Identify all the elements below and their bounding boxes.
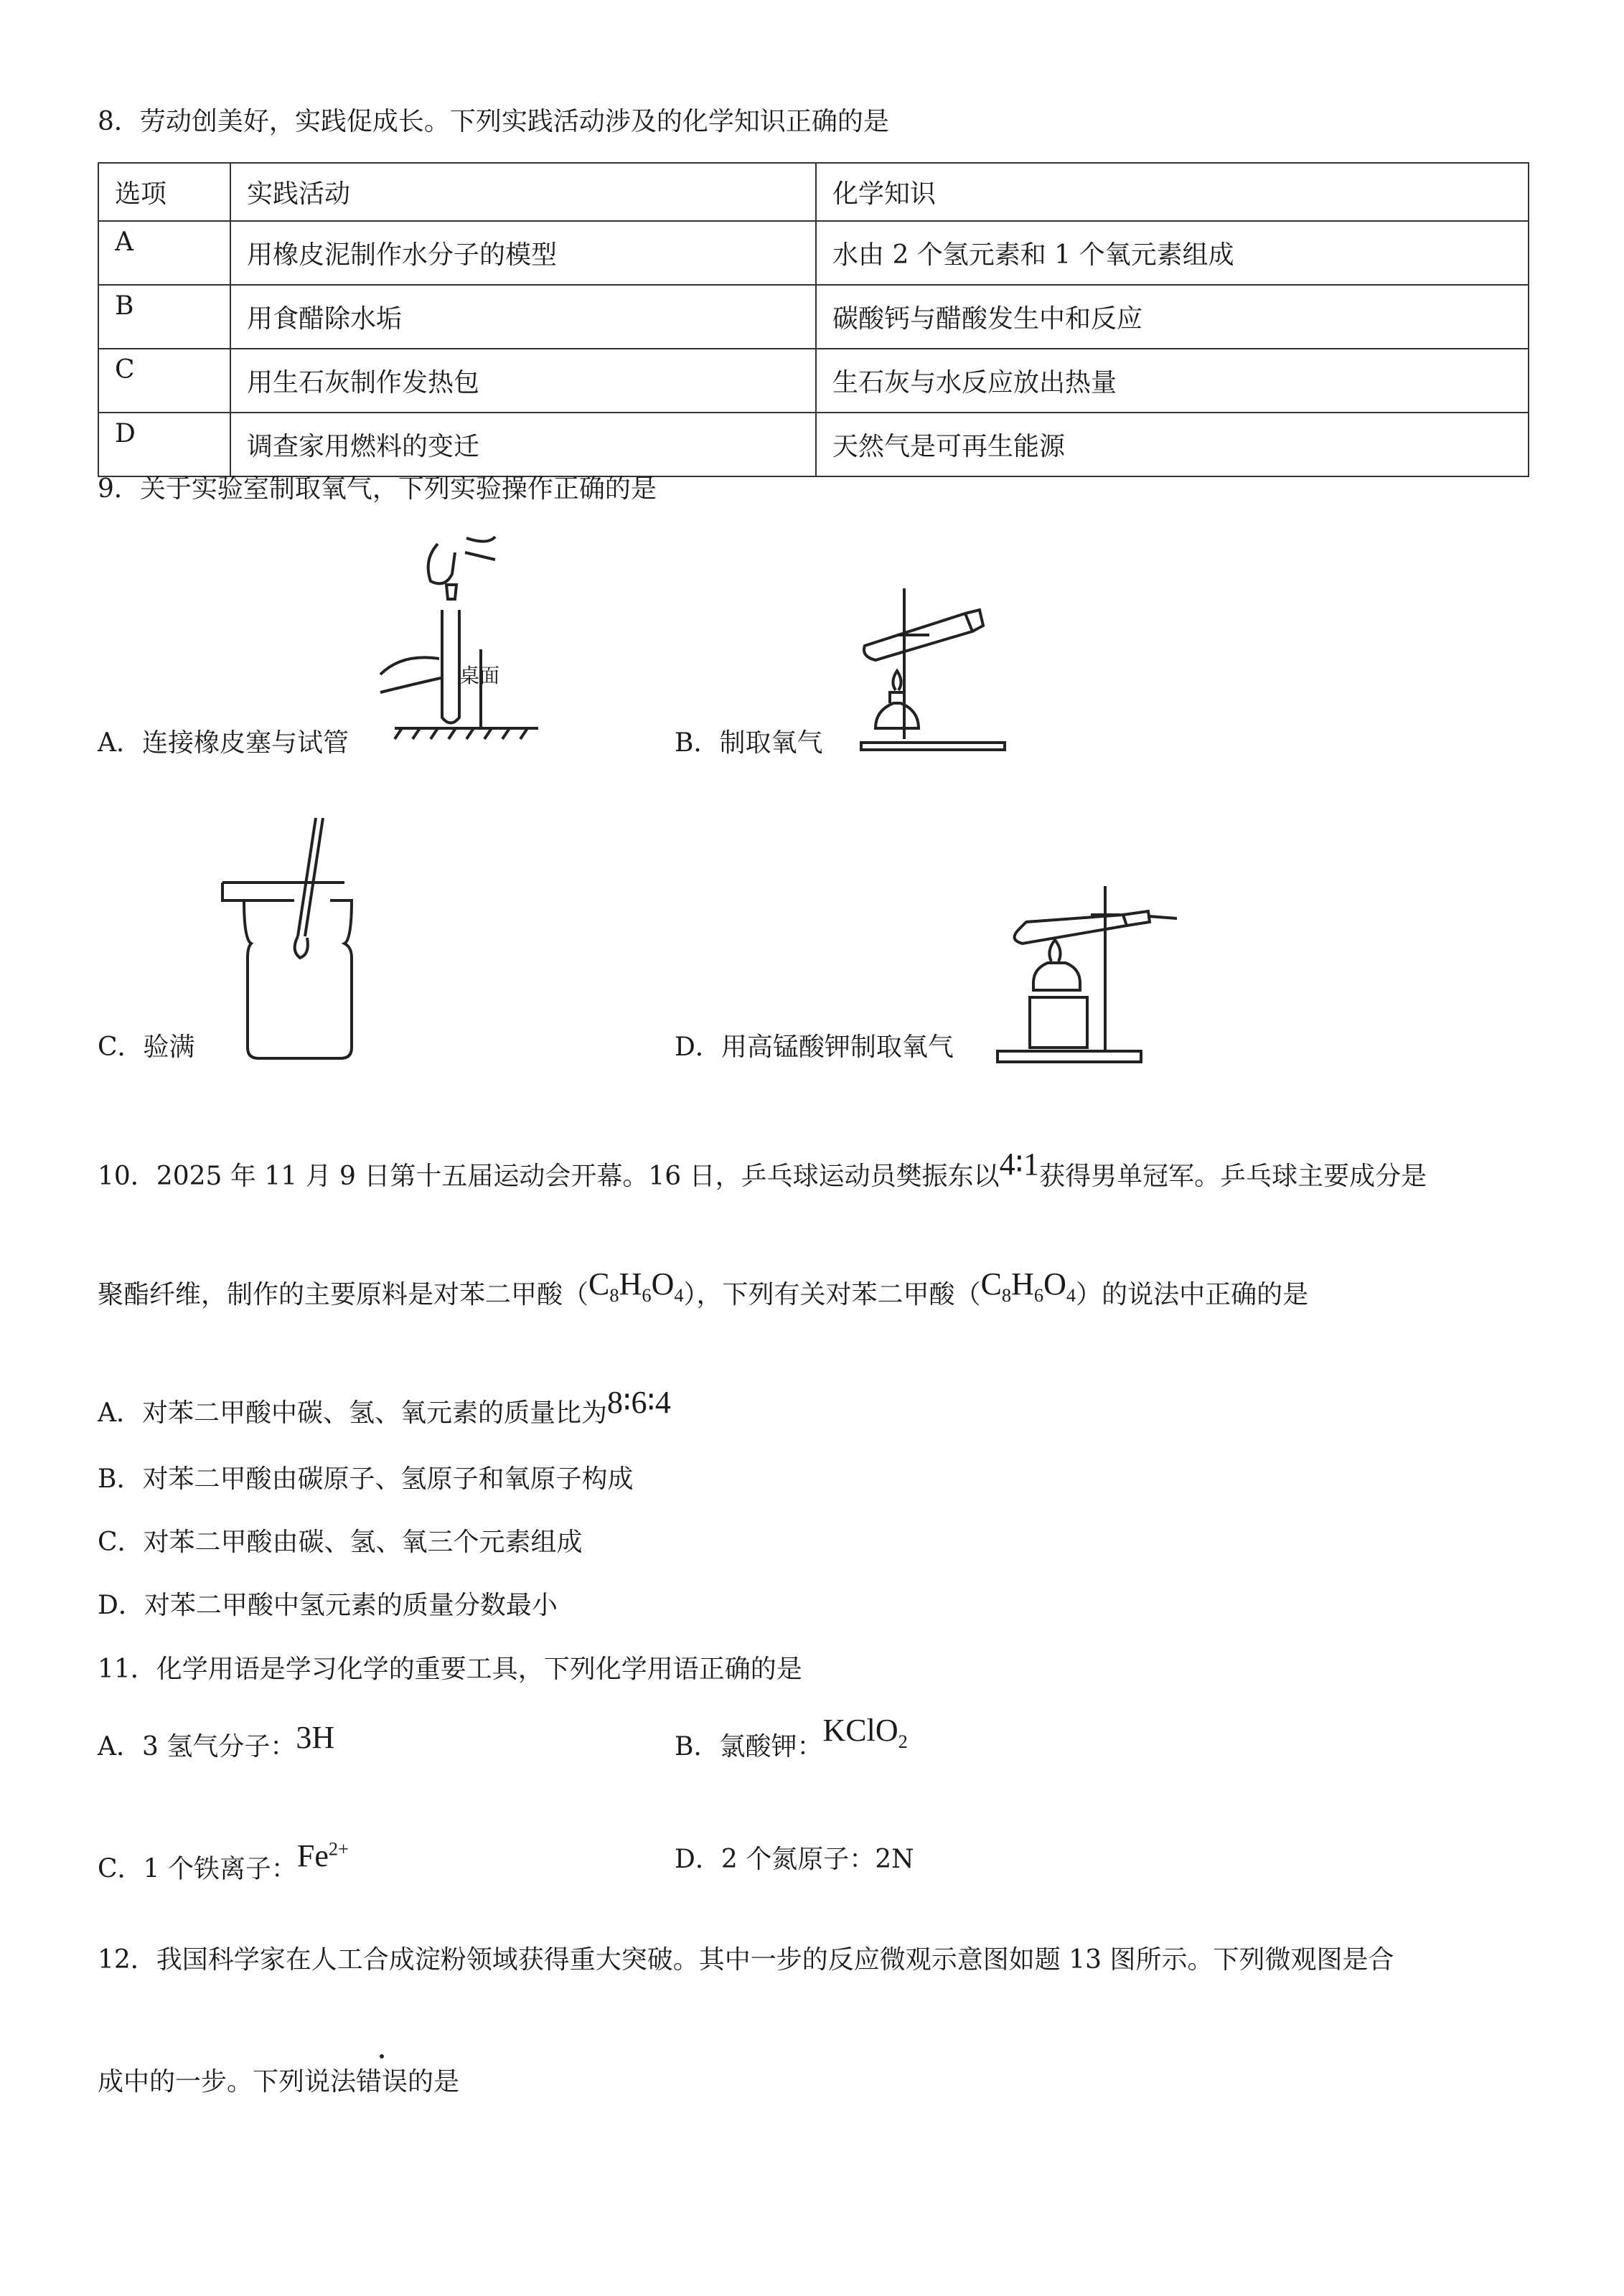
q10-mass-ratio: 8∶6∶4 [607, 1385, 671, 1420]
q11-option-b: B．氯酸钾：KClO$_2$ [675, 1713, 908, 1761]
q10-line2-c: ）的说法中正确的是 [1076, 1280, 1309, 1309]
row-activity: 用橡皮泥制作水分子的模型 [230, 221, 816, 285]
q12-line2: 成中的一步。下列说法错误的是 [98, 2067, 460, 2097]
table-row [98, 413, 1529, 476]
q10-line1-post: 获得男单冠军。乒乓球主要成分是 [1039, 1162, 1427, 1191]
heating-setup-illustration [832, 574, 1019, 753]
q11-option-a: A．3 氢气分子：3H [98, 1720, 335, 1761]
q10-line2-b: ），下列有关对苯二甲酸（ [683, 1280, 981, 1309]
row-knowledge: 生石灰与水反应放出热量 [816, 349, 1529, 413]
q11-option-c: C．1 个铁离子：$Fe^{2+}$ [98, 1838, 349, 1884]
q8-stem: 8．劳动创美好，实践促成长。下列实践活动涉及的化学知识正确的是 [98, 107, 889, 136]
q10-line2-a: 聚酯纤维，制作的主要原料是对苯二甲酸（ [98, 1280, 589, 1309]
row-activity: 用生石灰制作发热包 [230, 349, 816, 413]
table-header-row [98, 163, 1529, 221]
q10-line1 [98, 1147, 1427, 1192]
q10-option-c: C．对苯二甲酸由碳、氢、氧三个元素组成 [98, 1528, 583, 1557]
row-option: B [98, 285, 230, 349]
q9-option-d: D．用高锰酸钾制取氧气 [675, 1032, 954, 1062]
q11-stem: 11．化学用语是学习化学的重要工具，下列化学用语正确的是 [98, 1655, 802, 1684]
q11-option-b-formula: KClO$_2$ [822, 1713, 908, 1752]
q9-option-b: B．制取氧气 [675, 728, 823, 758]
row-option: C [98, 349, 230, 413]
q11-option-a-value: 3H [296, 1720, 335, 1755]
formula-terephthalic-acid: $C_8H_6O_4$ [588, 1266, 684, 1306]
header-knowledge: 化学知识 [816, 163, 1529, 221]
q10-line1-pre: 10．2025 年 11 月 9 日第十五届运动会开幕。16 日，乒乓球运动员樊振东以 [98, 1162, 1000, 1191]
row-knowledge: 天然气是可再生能源 [816, 413, 1529, 476]
q10-ratio: 4∶1 [999, 1147, 1040, 1182]
gas-bottle-illustration [215, 814, 373, 1065]
row-activity: 调查家用燃料的变迁 [230, 413, 816, 476]
potassium-permanganate-setup-illustration [998, 883, 1177, 1062]
row-activity: 用食醋除水垢 [230, 285, 816, 349]
q10-line2 [98, 1266, 1309, 1319]
q12-line1: 12．我国科学家在人工合成淀粉领域获得重大突破。其中一步的反应微观示意图如题 13 图所示。下列微观图是合 [98, 1945, 1394, 1975]
formula-terephthalic-acid: $C_8H_6O_4$ [980, 1266, 1076, 1306]
row-option: D [98, 413, 230, 476]
q10-option-b: B．对苯二甲酸由碳原子、氢原子和氧原子构成 [98, 1464, 634, 1494]
row-knowledge: 水由 2 个氢元素和 1 个氧元素组成 [816, 221, 1529, 285]
q8-table [98, 162, 1529, 477]
q10-option-a: A．对苯二甲酸中碳、氢、氧元素的质量比为8∶6∶4 [98, 1385, 671, 1428]
stopper-insertion-illustration [380, 531, 553, 746]
row-knowledge: 碳酸钙与醋酸发生中和反应 [816, 285, 1529, 349]
table-surface-label: 桌面 [459, 664, 500, 687]
q9-option-c: C．验满 [98, 1032, 195, 1062]
q11-option-c-formula: $Fe^{2+}$ [296, 1838, 349, 1873]
q9-option-a: A．连接橡皮塞与试管 [98, 728, 349, 758]
table-row [98, 221, 1529, 285]
q10-option-d: D．对苯二甲酸中氢元素的质量分数最小 [98, 1591, 558, 1620]
table-row [98, 349, 1529, 413]
row-option: A [98, 221, 230, 285]
q11-option-d: D．2 个氮原子：2N [675, 1845, 914, 1874]
table-row [98, 285, 1529, 349]
header-option: 选项 [98, 163, 230, 221]
q9-stem: 9．关于实验室制取氧气，下列实验操作正确的是 [98, 474, 657, 504]
header-activity: 实践活动 [230, 163, 816, 221]
q12-emphasis: 错误 [356, 2067, 408, 2097]
